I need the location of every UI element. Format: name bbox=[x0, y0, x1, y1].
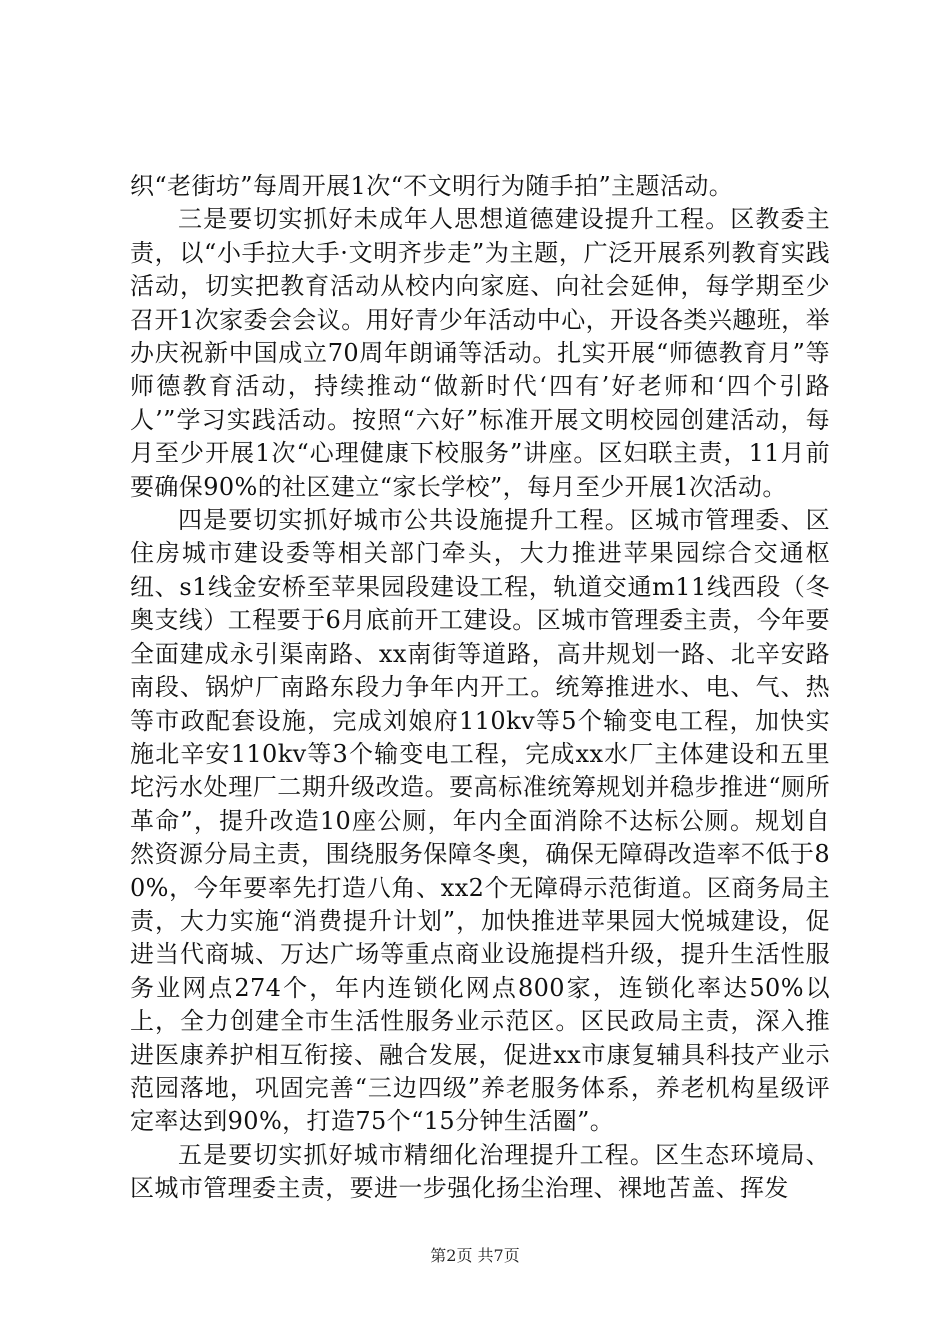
paragraph-1: 织“老街坊”每周开展1次“不文明行为随手拍”主题活动。 bbox=[130, 172, 734, 200]
document-body bbox=[130, 170, 830, 1206]
paragraph-3: 四是要切实抓好城市公共设施提升工程。区城市管理委、区住房城市建设委等相关部门牵头，大力推进苹果园综合交通枢纽、s1线金安桥至苹果园段建设工程，轨道交通m11线西段（冬奥支线）工程要于6月底前开工建设。区城市管理委主责，今年要全面建成永引渠南路、xx南街等道路，高井规划一路、北辛安路南段、锅炉厂南路东段力争年内开工。统筹推进水、电、气、热等市政配套设施，完成刘娘府110kv等5个输变电工程，加快实施北辛安110kv等3个输变电工程，完成xx水厂主体建设和五里坨污水处理厂二期升级改造。要高标准统筹规划并稳步推进“厕所革命”，提升改造10座公厕，年内全面消除不达标公厕。规划自然资源分局主责，围绕服务保障冬奥，确保无障碍改造率不低于80%，今年要率先打造八角、xx2个无障碍示范街道。区商务局主责，大力实施“消费提升计划”，加快推进苹果园大悦城建设，促进当代商城、万达广场等重点商业设施提档升级，提升生活性服务业网点274个，年内连锁化网点800家，连锁化率达50%以上，全力创建全市生活性服务业示范区。区民政局主责，深入推进医康养护相互衔接、融合发展，促进xx市康复辅具科技产业示范园落地，巩固完善“三边四级”养老服务体系，养老机构星级评定率达到90%，打造75个“15分钟生活圈”。 bbox=[130, 506, 830, 1136]
page-number-footer: 第2页 共7页 bbox=[430, 1246, 520, 1265]
paragraph-4: 五是要切实抓好城市精细化治理提升工程。区生态环境局、区城市管理委主责，要进一步强化扬尘治理、裸地苫盖、挥发 bbox=[130, 1140, 830, 1203]
paragraph-2: 三是要切实抓好未成年人思想道德建设提升工程。区教委主责，以“小手拉大手·文明齐步走”为主题，广泛开展系列教育实践活动，切实把教育活动从校内向家庭、向社会延伸，每学期至少召开1次家委会会议。用好青少年活动中心，开设各类兴趣班，举办庆祝新中国成立70周年朗诵等活动。扎实开展“师德教育月”等师德教育活动，持续推动“做新时代‘四有’好老师和‘四个引路人’”学习实践活动。按照“六好”标准开展文明校园创建活动，每月至少开展1次“心理健康下校服务”讲座。区妇联主责，11月前要确保90%的社区建立“家长学校”，每月至少开展1次活动。 bbox=[130, 205, 830, 501]
